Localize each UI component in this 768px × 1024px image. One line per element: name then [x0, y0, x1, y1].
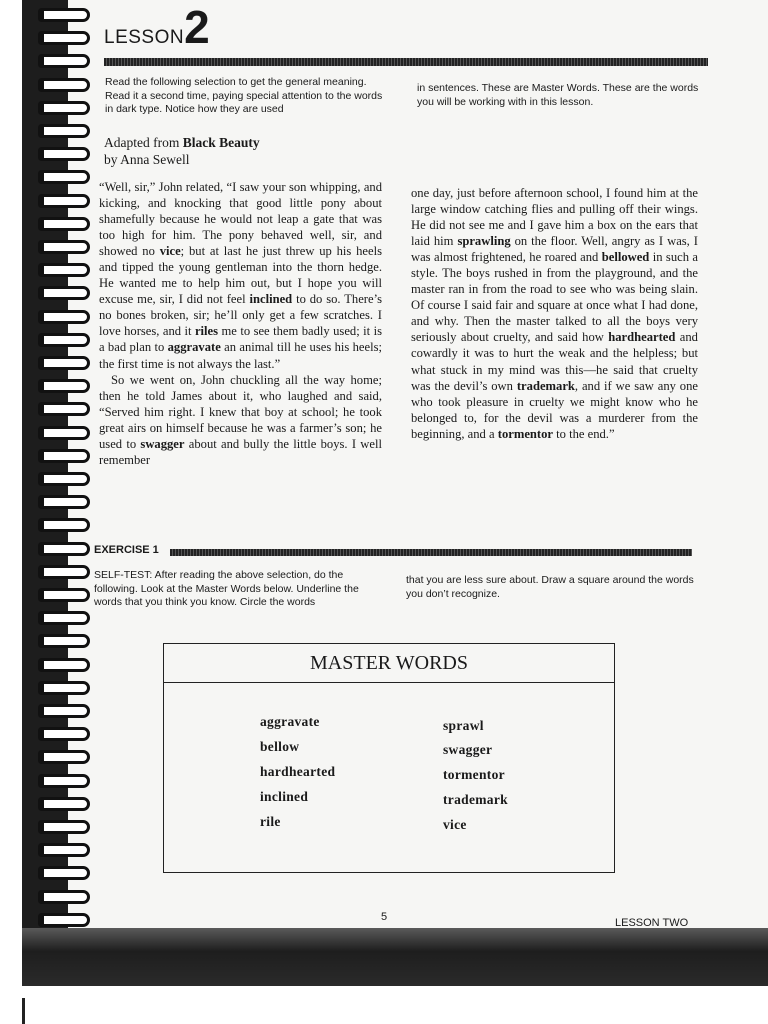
scan-edge-mark	[22, 998, 25, 1024]
story-text: to do so. There’s no bones broken, sir; he’ll only get a few scratches. I love horses, and it	[99, 292, 382, 339]
master-word-aggravate: aggravate	[167, 340, 221, 355]
master-word-item: swagger	[443, 742, 493, 757]
story-text: me to see them badly used; it is a bad plan to	[99, 324, 382, 355]
binding-ring	[38, 8, 90, 22]
master-word-tormentor: tormentor	[497, 426, 553, 441]
story-text: So we went on, John chuckling all the way home; then he told James about it, who laughed and said, “Served him right. I knew that boy at school; he took great airs on himself because he was a farmer’s son; he used to	[99, 372, 382, 451]
story-paragraph	[99, 372, 382, 468]
binding-ring	[38, 774, 90, 788]
source-prefix: Adapted from	[104, 135, 183, 150]
binding-ring	[38, 797, 90, 811]
intro-text-left: Read the following selection to get the general meaning. Read it a second time, paying special attention to the words in dark type. Notice how they are used	[105, 76, 383, 115]
story-text: “Well, sir,” John related, “I saw your son whipping, and kicking, and knocking that good little pony about shamefully because he would not leap a gate that was too high for him. The pony behaved well, sir, and showed no	[99, 180, 382, 259]
master-word-sprawling: sprawling	[457, 234, 511, 249]
master-word-item: sprawl	[443, 718, 484, 733]
source-author: by Anna Sewell	[104, 152, 190, 167]
master-word-swagger: swagger	[140, 436, 185, 451]
binding-ring	[38, 472, 90, 486]
binding-ring	[38, 240, 90, 254]
lesson-heading	[104, 1, 210, 53]
master-word-bellowed: bellowed	[601, 250, 650, 265]
source-credit	[104, 134, 260, 168]
master-word-item: bellow	[260, 739, 300, 754]
binding-ring	[38, 727, 90, 741]
master-word-riles: riles	[194, 324, 219, 339]
master-word-item: tormentor	[443, 767, 505, 782]
story-paragraph	[99, 179, 382, 372]
binding-ring	[38, 611, 90, 625]
binding-ring	[38, 495, 90, 509]
binding-ring	[38, 658, 90, 672]
master-word-item: aggravate	[260, 714, 320, 729]
master-word-vice: vice	[159, 244, 181, 259]
lesson-number: 2	[184, 1, 210, 53]
binding-ring	[38, 681, 90, 695]
story-text: one day, just before afternoon school, I found him at the large window catching flies and pulling off their wings. He did not see me and I gave him a box on the ears that laid him	[411, 186, 698, 249]
source-title: Black Beauty	[182, 135, 260, 150]
master-word-item: rile	[260, 814, 281, 829]
story-paragraph	[411, 185, 698, 442]
binding-ring	[38, 750, 90, 764]
story-text: in such a style. The boys rushed in from the playground, and the master ran in from the road to see who was being slain. Of course I said fair and square at once what I had done, and why. Then the master talked to all the boys very seriously about cruelty, and said how	[411, 250, 698, 345]
binding-ring	[38, 890, 90, 904]
story-text: and cowardly it was to hurt the weak and the helpless; but what stuck in my mind was this—he said that cruelty was the devil’s own	[411, 330, 698, 393]
binding-ring	[38, 194, 90, 208]
binding-ring	[38, 217, 90, 231]
story-column-right	[411, 185, 698, 442]
binding-ring	[38, 310, 90, 324]
binding-ring	[38, 634, 90, 648]
story-column-left	[99, 179, 382, 468]
binding-ring	[38, 542, 90, 556]
story-text: , and if we saw any one who took pleasure in cruelty we might know who he belonged to, for the devil was a murderer from the beginning, and a	[411, 378, 698, 441]
binding-ring	[38, 379, 90, 393]
binding-ring	[38, 449, 90, 463]
master-word-item: inclined	[260, 789, 309, 804]
master-word-trademark: trademark	[516, 378, 575, 393]
exercise-rule	[170, 549, 692, 556]
lesson-word: LESSON	[104, 27, 185, 48]
binding-ring	[38, 78, 90, 92]
page-bottom-shadow	[22, 928, 768, 986]
master-word-item: trademark	[443, 792, 508, 807]
binding-ring	[38, 565, 90, 579]
footer-lesson-label: LESSON TWO	[615, 917, 689, 929]
binding-ring	[38, 286, 90, 300]
binding-ring	[38, 170, 90, 184]
story-text: to the end.”	[553, 426, 615, 441]
binding-ring	[38, 263, 90, 277]
binding-ring	[38, 518, 90, 532]
binding-ring	[38, 820, 90, 834]
binding-ring	[38, 704, 90, 718]
story-text: about and bully the little boys. I well remember	[99, 436, 382, 467]
master-word-item: hardhearted	[260, 764, 336, 779]
binding-ring	[38, 101, 90, 115]
page-number: 5	[381, 911, 388, 923]
binding-ring	[38, 866, 90, 880]
binding-ring	[38, 333, 90, 347]
binding-ring	[38, 124, 90, 138]
master-words-title: MASTER WORDS	[164, 644, 614, 683]
binding-ring	[38, 426, 90, 440]
binding-ring	[38, 147, 90, 161]
exercise-label: EXERCISE 1	[94, 544, 159, 556]
binding-ring	[38, 402, 90, 416]
binding-ring	[38, 356, 90, 370]
binding-ring	[38, 588, 90, 602]
binding-ring	[38, 31, 90, 45]
binding-ring	[38, 54, 90, 68]
master-word-inclined: inclined	[249, 292, 293, 307]
master-word-hardhearted: hardhearted	[608, 330, 676, 345]
story-text: ; but at last he just threw up his heels and tipped the young gentleman into the thorn hedge. He wanted me to help him out, but I hope you will excuse me, sir, I did not feel	[99, 244, 382, 307]
intro-text-right: in sentences. These are Master Words. These are the words you will be working with in this lesson.	[417, 82, 699, 108]
exercise-text-left: SELF-TEST: After reading the above selection, do the following. Look at the Master Words below. Underline the words that you think you know. Circle the words	[94, 569, 359, 608]
exercise-text-right: that you are less sure about. Draw a square around the words you don’t recognize.	[406, 574, 694, 600]
story-text: an animal till he uses his heels; the first time is not always the last.”	[99, 340, 382, 371]
master-words-box	[163, 643, 615, 873]
binding-ring	[38, 843, 90, 857]
binding-ring	[38, 913, 90, 927]
story-text: on the floor. Well, angry as I was, I was almost frightened, he roared and	[411, 234, 698, 265]
heading-rule	[104, 58, 708, 66]
master-word-item: vice	[443, 817, 467, 832]
